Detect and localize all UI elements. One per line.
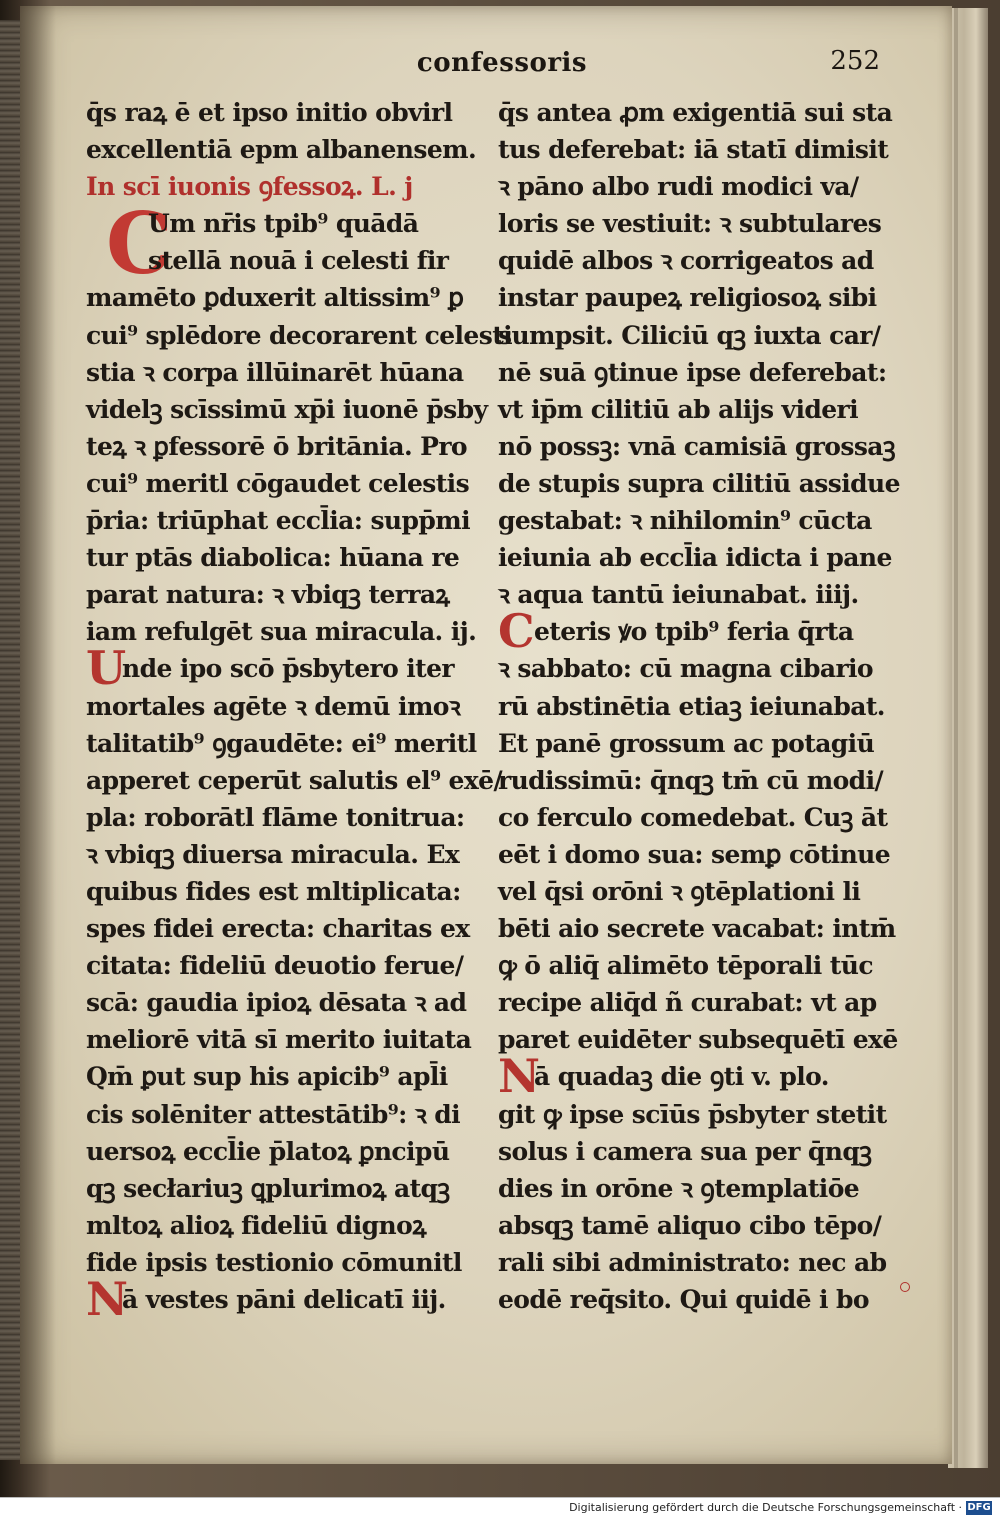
text-line: eodē req̄sito. Qui quidē i bo (498, 1285, 869, 1314)
text-line: nō possꝫ: vnā camisiā grossaꝫ (498, 431, 896, 461)
text-line: q̄s antea ꝓm exigentiā sui sta (498, 98, 893, 127)
text-line-with-initial (498, 1049, 898, 1104)
text-line: iam refulgēt sua miracula. ij. (86, 617, 477, 647)
text-line: nde ipo scō p̄sbytero iter (122, 654, 454, 684)
text-line: gestabat: ꝛ nihilomin⁹ cūcta (498, 506, 872, 536)
text-line: uersoꝝ eccl̄ie p̄latoꝝ ꝑncipū (86, 1136, 450, 1166)
text-line: ꝛ aqua tantū ieiunabat. iiij. (498, 580, 859, 610)
text-line: ꝙ ō aliq̄ alimēto tēporali tūc (498, 951, 873, 981)
digitization-footer (0, 1497, 1000, 1519)
rubric-heading: In scī iuonis ꝯfessoꝝ. L. j (86, 172, 413, 202)
text-line: ā quadaꝫ die ꝯti v. plo. (534, 1062, 829, 1092)
text-line: excellentiā epm albanensem. (86, 135, 477, 165)
text-line: ieiunia ab eccl̄ia idicta i pane (498, 543, 892, 573)
text-line: Et panē grossum ac potagiū (498, 728, 875, 758)
text-line: mamēto ꝑduxerit altissim⁹ ꝑ (86, 283, 464, 313)
text-line: videlꝫ scīssimū xp̄i iuonē p̄sby (86, 394, 488, 424)
text-line: citata: fideliū deuotio ferue/ (86, 951, 464, 981)
initial-block (86, 194, 486, 294)
text-line: absqꝫ tamē aliquo cibo tēpo/ (498, 1210, 882, 1240)
text-line: stia ꝛ corpa illūinarēt hūana (86, 357, 464, 387)
text-line-with-initial (498, 604, 898, 659)
text-line: Qm̄ ꝑut sup his apicib⁹ apl̄i (86, 1062, 448, 1092)
dfg-logo: DFG (967, 1502, 991, 1513)
running-head: confessoris (416, 48, 588, 78)
red-initial-c: C (498, 604, 535, 659)
text-line: q̄s raꝝ ē et ipso initio obvirl (86, 98, 453, 127)
funding-credit: Digitalisierung gefördert durch die Deutsche Forschungsgemeinschaft · (569, 1501, 962, 1514)
text-line: scā: gaudia ipioꝝ dēsata ꝛ ad (86, 988, 467, 1018)
text-line: quibus fides est mltiplicata: (86, 876, 461, 906)
text-line: paret euidēter subsequētī exē (498, 1025, 898, 1055)
folio-number: 252 (830, 46, 880, 76)
text-line: mltoꝝ alioꝝ fideliū dignoꝝ (86, 1210, 427, 1240)
book-page (20, 6, 952, 1464)
text-line: stellā nouā i celesti fir (148, 246, 449, 276)
text-line: eēt i domo sua: semꝑ cōtinue (498, 839, 891, 869)
left-text-column (86, 94, 513, 1326)
text-line: git ꝙ ipse scīūs p̄sbyter stetit (498, 1099, 887, 1129)
text-line: rali sibi administrato: nec ab (498, 1247, 887, 1277)
text-line: dies in orōne ꝛ ꝯtemplatiōe (498, 1173, 860, 1203)
text-line: meliorē vitā sī merito iuitata (86, 1025, 472, 1055)
text-line: tus deferebat: iā statī dimisit (498, 135, 889, 165)
page-gutter (20, 6, 56, 1464)
text-line: rū abstinētia etiaꝫ ieiunabat. (498, 691, 885, 721)
text-line: loris se vestiuit: ꝛ subtulares (498, 209, 882, 239)
text-line: co ferculo comedebat. Cuꝫ āt (498, 802, 888, 832)
text-line: solus i camera sua per q̄nqꝫ (498, 1136, 872, 1166)
right-text-column (498, 94, 898, 1318)
text-line: vel q̄si orōni ꝛ ꝯtēplationi li (498, 876, 861, 906)
text-line: eteris ꝟo tpib⁹ feria q̄rta (534, 617, 854, 647)
red-initial-u: U (86, 641, 126, 696)
text-line: spes fidei erecta: charitas ex (86, 914, 470, 944)
text-line: ꝛ vbiqꝫ diuersa miracula. Ex (86, 839, 460, 869)
text-line: cui⁹ meritl cōgaudet celestis (86, 468, 470, 498)
text-line-with-initial (86, 641, 486, 696)
text-line: fide ipsis testionio cōmunitl (86, 1247, 462, 1277)
text-line: qꝫ secłariuꝫ ꝗplurimoꝝ atqꝫ (86, 1173, 450, 1203)
text-line: ā vestes pāni delicatī iij. (122, 1285, 446, 1314)
text-line: talitatib⁹ ꝯgaudēte: ei⁹ meritl (86, 728, 477, 758)
decorated-initial-c: C (106, 194, 173, 294)
text-line: sumpsit. Ciliciū qꝫ iuxta car/ (498, 320, 881, 350)
text-line: cui⁹ splēdore decorarent celesti (86, 320, 513, 350)
text-line: vt ip̄m cilitiū ab alijs videri (498, 394, 859, 424)
page-stack-edge (948, 8, 988, 1468)
ink-mark (900, 1282, 910, 1292)
text-line: apperet ceperūt salutis el⁹ exē/ (86, 765, 502, 795)
text-line: teꝝ ꝛ ꝑfessorē ō britānia. Pro (86, 431, 467, 461)
text-line: instar paupeꝝ religiosoꝝ sibi (498, 283, 877, 313)
text-line: ꝛ sabbato: cū magna cibario (498, 654, 873, 684)
text-line: tur ptās diabolica: hūana re (86, 543, 460, 573)
text-line: recipe aliq̄d ñ curabat: vt ap (498, 988, 877, 1018)
text-line: mortales agēte ꝛ demū imoꝛ (86, 691, 461, 721)
text-line: Um nr̄is tpib⁹ quādā (148, 209, 419, 239)
text-line: ꝛ pāno albo rudi modici va/ (498, 172, 859, 202)
text-line: rudissimū: q̄nqꝫ tm̄ cū modi/ (498, 765, 883, 795)
text-line: p̄ria: triūphat eccl̄ia: supp̄mi (86, 506, 471, 536)
text-line: nē suā ꝯtinue ipse deferebat: (498, 357, 887, 387)
text-line: de stupis supra cilitiū assidue (498, 468, 900, 498)
red-initial-n: N (498, 1049, 540, 1104)
text-line: pla: roborātl flāme tonitrua: (86, 802, 465, 832)
text-line-with-initial (86, 1272, 486, 1326)
text-line: parat natura: ꝛ vbiqꝫ terraꝝ (86, 580, 450, 610)
red-initial-n: N (86, 1272, 128, 1326)
text-line: bēti aio secrete vacabat: intm̄ (498, 914, 896, 944)
text-line: quidē albos ꝛ corrigeatos ad (498, 246, 874, 276)
text-line: cis solēniter attestātib⁹: ꝛ di (86, 1099, 461, 1129)
